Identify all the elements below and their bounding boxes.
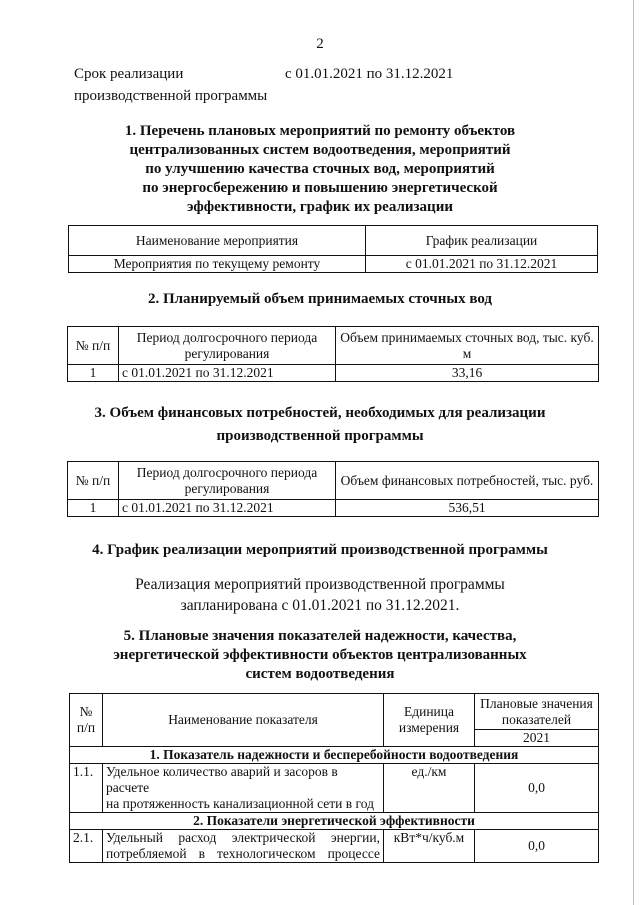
table-header-row — [70, 694, 599, 730]
table-row — [69, 256, 598, 273]
section3-title — [0, 404, 640, 446]
page-number: 2 — [316, 36, 324, 52]
header-cell-name: Наименование показателя — [103, 694, 384, 747]
row-name — [103, 830, 384, 863]
table-row — [70, 764, 599, 813]
term-label-line1: Срок реализации — [74, 66, 184, 82]
section5-title — [0, 627, 640, 684]
table-group-row — [70, 747, 599, 764]
section5-title-line: 5. Плановые значения показателей надежности, качества, — [123, 628, 517, 644]
header-cell: Объем финансовых потребностей, тыс. руб. — [336, 462, 599, 500]
section3-title-line: производственной программы — [216, 428, 424, 444]
section2-title: 2. Планируемый объем принимаемых сточных вод — [147, 291, 493, 307]
table-cell: с 01.01.2021 по 31.12.2021 — [119, 365, 336, 382]
table-cell: 1 — [68, 500, 119, 517]
row-unit: ед./км — [384, 764, 475, 813]
section1-table — [68, 225, 598, 273]
table-header-row — [68, 462, 599, 500]
table-cell: 536,51 — [336, 500, 599, 517]
row-num: 2.1. — [70, 830, 103, 863]
header-cell-year: 2021 — [475, 730, 599, 747]
header-cell: Объем принимаемых сточных вод, тыс. куб. м — [336, 327, 599, 365]
section4-text — [0, 574, 640, 616]
row-unit: кВт*ч/куб.м — [384, 830, 475, 863]
table-row — [68, 500, 599, 517]
row-name-line: Удельный расход электрической энергии, — [106, 830, 380, 845]
section3-title-line: 3. Объем финансовых потребностей, необходимых для реализации — [94, 405, 546, 421]
row-name-line: на протяженность канализационной сети в год — [106, 796, 374, 811]
term-value: с 01.01.2021 по 31.12.2021 — [285, 66, 454, 82]
section1-title — [0, 122, 640, 217]
header-cell-num: № п/п — [70, 694, 103, 747]
section4-title: 4. График реализации мероприятий производственной программы — [92, 542, 548, 558]
header-cell: Период долгосрочного периода регулирования — [119, 462, 336, 500]
header-cell-unit: Единица измерения — [384, 694, 475, 747]
header-cell: График реализации — [366, 226, 598, 256]
row-num: 1.1. — [70, 764, 103, 813]
table-cell: Мероприятия по текущему ремонту — [69, 256, 366, 273]
header-cell: Наименование мероприятия — [69, 226, 366, 256]
section4-text-line: Реализация мероприятий производственной программы — [135, 576, 505, 593]
row-name — [103, 764, 384, 813]
header-cell-plan: Плановые значения показателей — [475, 694, 599, 730]
section4-text-line: запланирована с 01.01.2021 по 31.12.2021. — [180, 597, 460, 614]
table-cell: с 01.01.2021 по 31.12.2021 — [119, 500, 336, 517]
section1-title-line: эффективности, график их реализации — [187, 199, 453, 215]
term-label — [74, 63, 294, 107]
table-header-row — [68, 327, 599, 365]
section2-table — [67, 326, 599, 382]
row-name-line: потребляемой в технологическом процессе — [106, 846, 380, 861]
table-row — [70, 830, 599, 863]
row-value: 0,0 — [475, 830, 599, 863]
section5-title-line: энергетической эффективности объектов централизованных — [113, 647, 527, 663]
section3-table — [67, 461, 599, 517]
header-cell: № п/п — [68, 327, 119, 365]
section5-title-line: систем водоотведения — [245, 666, 395, 682]
section1-title-line: по улучшению качества сточных вод, мероприятий — [145, 161, 495, 177]
section1-title-line: по энергосбережению и повышению энергетической — [142, 180, 498, 196]
term-label-line2: производственной программы — [74, 88, 268, 104]
section1-title-line: централизованных систем водоотведения, мероприятий — [129, 142, 511, 158]
section1-title-line: 1. Перечень плановых мероприятий по ремонту объектов — [124, 123, 516, 139]
header-cell: № п/п — [68, 462, 119, 500]
table-header-row — [69, 226, 598, 256]
table-row — [68, 365, 599, 382]
table-cell: 1 — [68, 365, 119, 382]
table-cell: 33,16 — [336, 365, 599, 382]
table-group-row — [70, 813, 599, 830]
row-name-line: Удельное количество аварий и засоров в расчете — [106, 764, 338, 795]
header-cell: Период долгосрочного периода регулирования — [119, 327, 336, 365]
table-cell: с 01.01.2021 по 31.12.2021 — [366, 256, 598, 273]
row-value: 0,0 — [475, 764, 599, 813]
group-cell: 1. Показатель надежности и бесперебойности водоотведения — [70, 747, 599, 764]
section5-table — [69, 693, 599, 863]
group-cell: 2. Показатели энергетической эффективности — [70, 813, 599, 830]
